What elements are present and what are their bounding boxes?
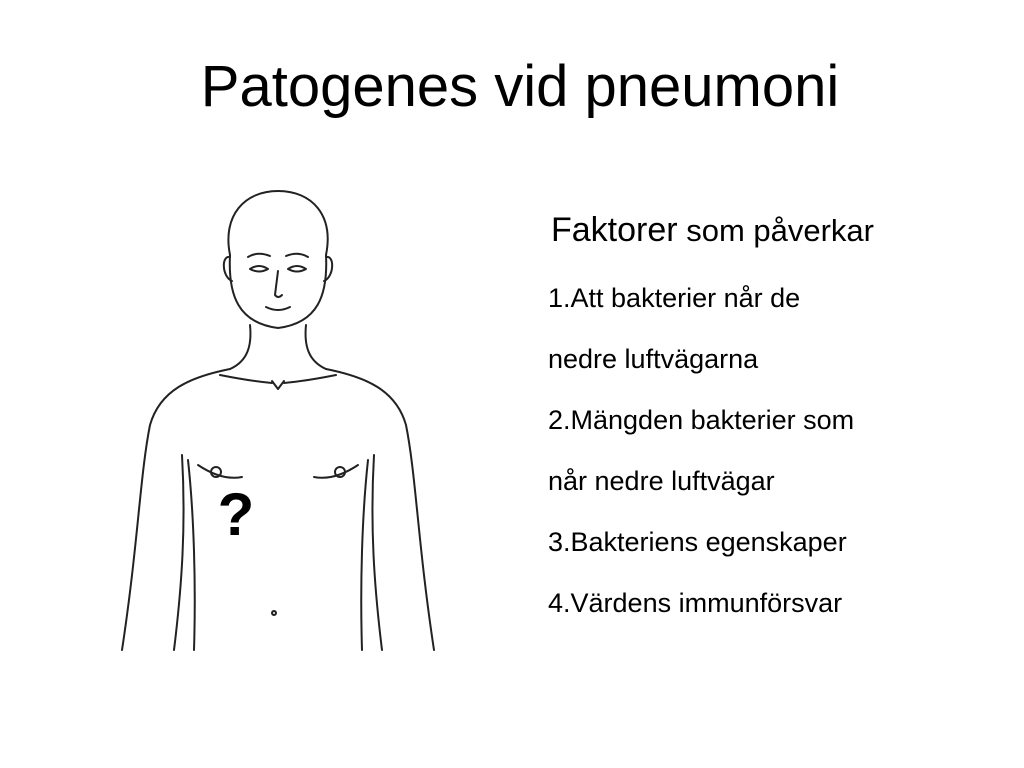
question-mark: ? bbox=[217, 481, 255, 548]
factor-line-4: når nedre luftvägar bbox=[548, 466, 775, 496]
torso-illustration bbox=[100, 185, 480, 655]
factors-heading-main: Faktorer bbox=[551, 211, 678, 249]
factor-line-5: 3.Bakteriens egenskaper bbox=[548, 527, 847, 557]
factors-panel bbox=[548, 207, 1011, 634]
factor-line-1: 1.Att bakterier når de bbox=[548, 283, 801, 313]
factor-line-6: 4.Värdens immunförsvar bbox=[548, 588, 843, 618]
factor-line-2: nedre luftvägarna bbox=[548, 344, 759, 374]
factors-heading bbox=[551, 207, 1011, 254]
factors-heading-rest: som påverkar bbox=[677, 213, 874, 248]
slide-title: Patogenes vid pneumoni bbox=[200, 54, 840, 119]
factor-line-3: 2.Mängden bakterier som bbox=[548, 405, 855, 435]
male-torso-outline-icon bbox=[100, 185, 480, 655]
